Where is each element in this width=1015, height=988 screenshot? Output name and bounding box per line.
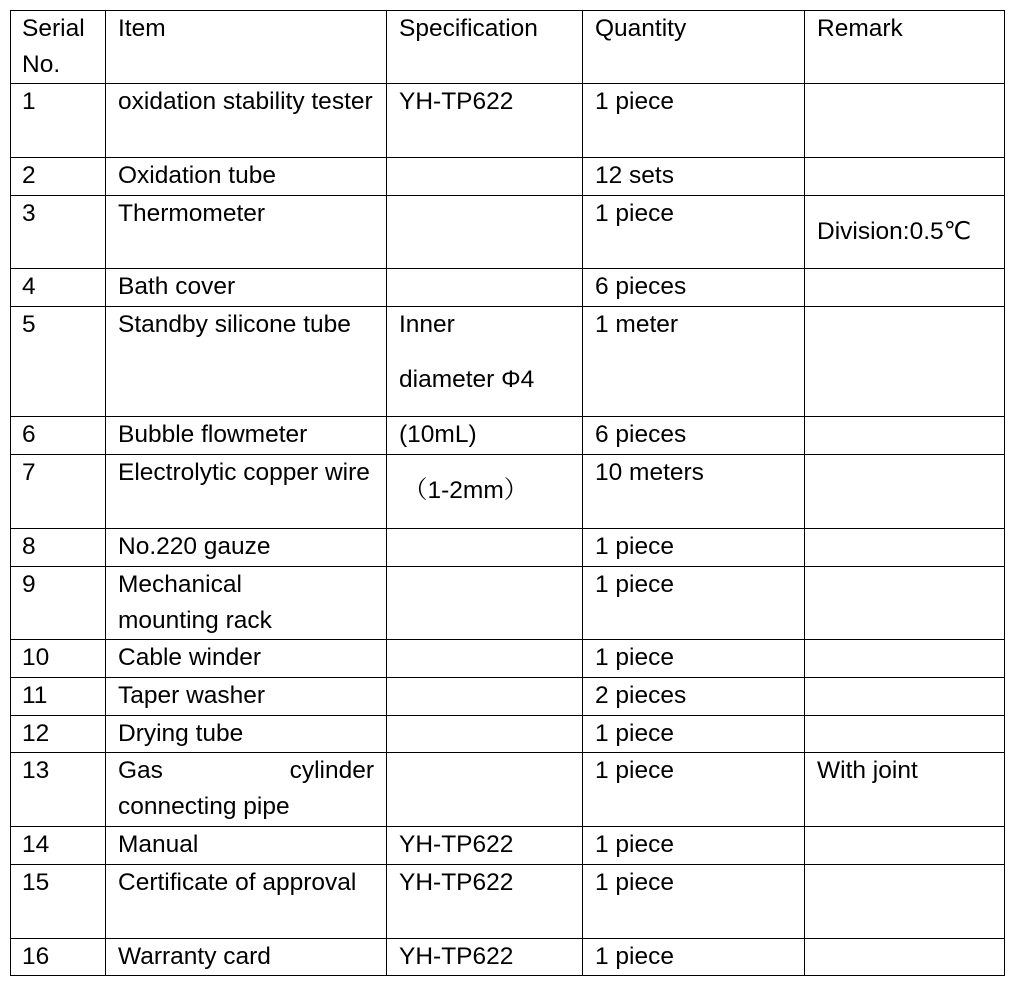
cell-remark xyxy=(805,678,1005,716)
cell-item: Thermometer xyxy=(106,196,387,269)
cell-item: oxidation stability tester xyxy=(106,84,387,158)
table-row xyxy=(11,939,1005,976)
cell-quantity: 1 piece xyxy=(583,529,805,567)
header-serial: Serial No. xyxy=(11,11,106,84)
table-row xyxy=(11,455,1005,529)
cell-specification: (10mL) xyxy=(387,417,583,455)
cell-serial: 16 xyxy=(11,939,106,976)
cell-remark xyxy=(805,84,1005,158)
cell-specification: YH-TP622 xyxy=(387,865,583,939)
cell-quantity: 1 piece xyxy=(583,567,805,640)
table-row xyxy=(11,529,1005,567)
cell-item: Gas cylinder connecting pipe xyxy=(106,753,387,827)
cell-remark xyxy=(805,307,1005,417)
cell-item: Mechanical mounting rack xyxy=(106,567,387,640)
cell-specification xyxy=(387,196,583,269)
header-item: Item xyxy=(106,11,387,84)
cell-quantity: 6 pieces xyxy=(583,417,805,455)
cell-specification xyxy=(387,678,583,716)
cell-quantity: 12 sets xyxy=(583,158,805,196)
cell-remark xyxy=(805,716,1005,753)
table-row xyxy=(11,678,1005,716)
cell-quantity: 10 meters xyxy=(583,455,805,529)
cell-item: Bath cover xyxy=(106,269,387,307)
cell-specification xyxy=(387,269,583,307)
packing-list-table xyxy=(10,10,1005,976)
cell-item: Warranty card xyxy=(106,939,387,976)
table-row xyxy=(11,269,1005,307)
cell-serial: 11 xyxy=(11,678,106,716)
table-row xyxy=(11,158,1005,196)
cell-quantity: 2 pieces xyxy=(583,678,805,716)
table-row xyxy=(11,716,1005,753)
cell-serial: 6 xyxy=(11,417,106,455)
cell-item: Standby silicone tube xyxy=(106,307,387,417)
cell-item: Manual xyxy=(106,827,387,865)
cell-specification xyxy=(387,753,583,827)
cell-serial: 9 xyxy=(11,567,106,640)
cell-quantity: 1 meter xyxy=(583,307,805,417)
cell-remark xyxy=(805,158,1005,196)
cell-item: Cable winder xyxy=(106,640,387,678)
table-row xyxy=(11,567,1005,640)
cell-serial: 8 xyxy=(11,529,106,567)
cell-remark xyxy=(805,567,1005,640)
table-row xyxy=(11,865,1005,939)
header-remark: Remark xyxy=(805,11,1005,84)
cell-specification xyxy=(387,567,583,640)
cell-remark xyxy=(805,529,1005,567)
table-row xyxy=(11,753,1005,827)
spec-line-1: Inner xyxy=(399,311,455,338)
cell-item: Certificate of approval xyxy=(106,865,387,939)
table-row xyxy=(11,307,1005,417)
cell-quantity: 1 piece xyxy=(583,865,805,939)
table-row xyxy=(11,417,1005,455)
cell-serial: 15 xyxy=(11,865,106,939)
cell-remark: With joint xyxy=(805,753,1005,827)
cell-quantity: 1 piece xyxy=(583,196,805,269)
cell-serial: 5 xyxy=(11,307,106,417)
cell-remark xyxy=(805,196,1005,269)
cell-item: Oxidation tube xyxy=(106,158,387,196)
cell-remark xyxy=(805,827,1005,865)
cell-remark xyxy=(805,455,1005,529)
cell-specification: YH-TP622 xyxy=(387,84,583,158)
cell-remark xyxy=(805,939,1005,976)
cell-serial: 12 xyxy=(11,716,106,753)
cell-remark xyxy=(805,269,1005,307)
table-row xyxy=(11,827,1005,865)
cell-quantity: 6 pieces xyxy=(583,269,805,307)
cell-serial: 1 xyxy=(11,84,106,158)
cell-quantity: 1 piece xyxy=(583,939,805,976)
cell-specification: YH-TP622 xyxy=(387,939,583,976)
remark-text: Division:0.5℃ xyxy=(817,218,972,245)
cell-quantity: 1 piece xyxy=(583,753,805,827)
spec-line-2: diameter Φ4 xyxy=(399,366,535,393)
cell-quantity: 1 piece xyxy=(583,716,805,753)
table-row xyxy=(11,196,1005,269)
cell-item: Electrolytic copper wire xyxy=(106,455,387,529)
cell-specification xyxy=(387,158,583,196)
cell-specification xyxy=(387,455,583,529)
cell-quantity: 1 piece xyxy=(583,84,805,158)
header-row xyxy=(11,11,1005,84)
cell-specification xyxy=(387,640,583,678)
cell-remark xyxy=(805,417,1005,455)
cell-quantity: 1 piece xyxy=(583,827,805,865)
cell-item: Taper washer xyxy=(106,678,387,716)
cell-quantity: 1 piece xyxy=(583,640,805,678)
cell-serial: 4 xyxy=(11,269,106,307)
cell-item: Drying tube xyxy=(106,716,387,753)
cell-serial: 14 xyxy=(11,827,106,865)
cell-serial: 13 xyxy=(11,753,106,827)
cell-item: Bubble flowmeter xyxy=(106,417,387,455)
cell-serial: 2 xyxy=(11,158,106,196)
cell-serial: 10 xyxy=(11,640,106,678)
cell-specification: YH-TP622 xyxy=(387,827,583,865)
cell-specification xyxy=(387,307,583,417)
table-row xyxy=(11,640,1005,678)
cell-item: No.220 gauze xyxy=(106,529,387,567)
cell-serial: 3 xyxy=(11,196,106,269)
table-row xyxy=(11,84,1005,158)
cell-serial: 7 xyxy=(11,455,106,529)
cell-remark xyxy=(805,865,1005,939)
cell-remark xyxy=(805,640,1005,678)
spec-text: （1-2mm） xyxy=(403,477,529,504)
cell-specification xyxy=(387,529,583,567)
cell-specification xyxy=(387,716,583,753)
header-specification: Specification xyxy=(387,11,583,84)
header-quantity: Quantity xyxy=(583,11,805,84)
